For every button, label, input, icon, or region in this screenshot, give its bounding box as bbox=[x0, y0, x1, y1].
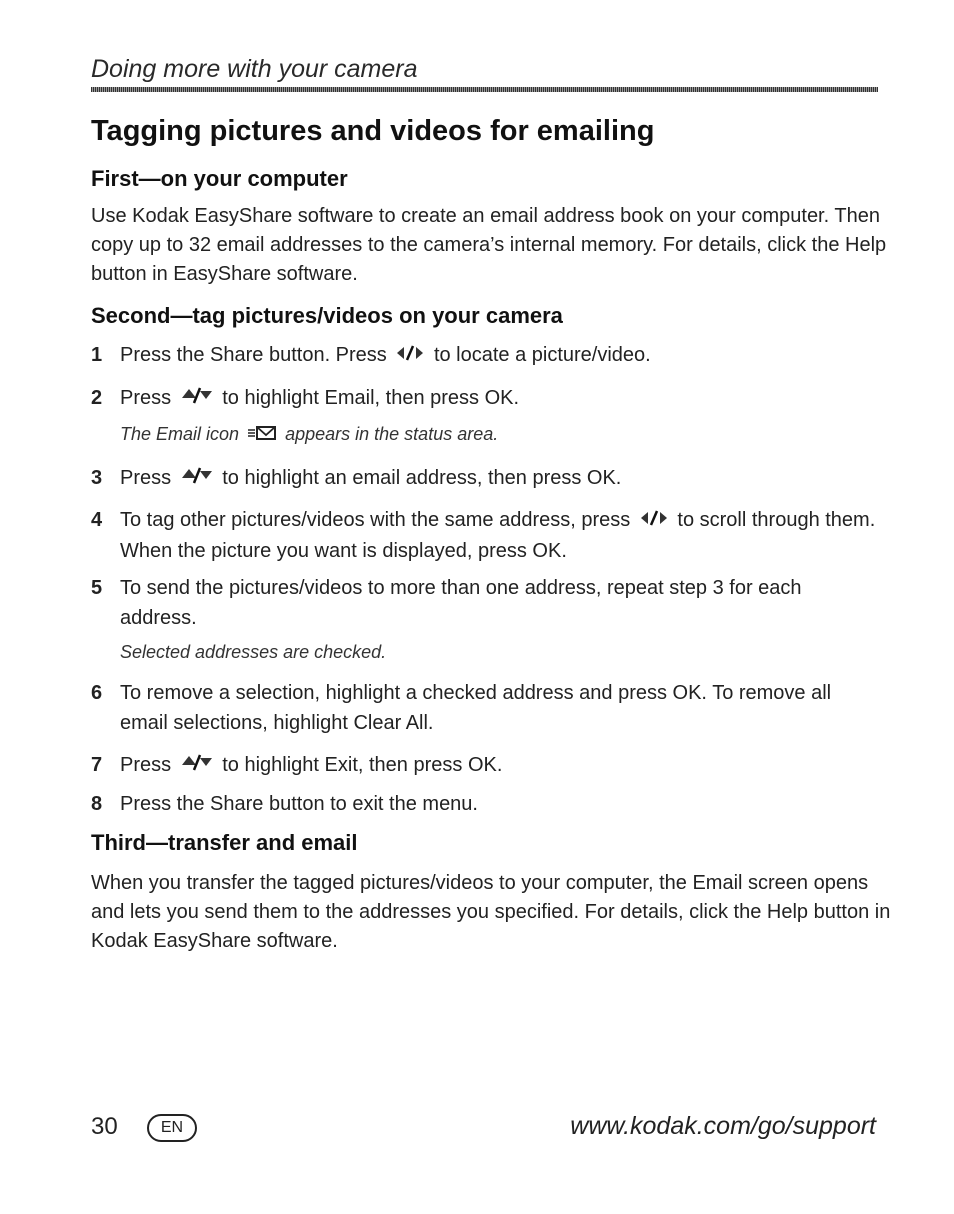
step-number: 7 bbox=[91, 754, 103, 776]
support-url: www.kodak.com/go/support bbox=[570, 1112, 876, 1140]
step-text: To tag other pictures/videos with the same address, press to scroll through them. When the picture you want is displayed, press OK. bbox=[120, 505, 880, 566]
up-down-arrows-icon bbox=[180, 384, 214, 414]
step-text: To send the pictures/videos to more than one address, repeat step 3 for each address. bbox=[120, 577, 802, 629]
step-2-note: The Email icon appears in the status area. bbox=[120, 424, 499, 444]
language-badge: EN bbox=[147, 1114, 197, 1142]
third-body: When you transfer the tagged pictures/videos to your computer, the Email screen opens and lets you send them to the addresses you specified. For details, click the Help button in Kodak EasyShare software. bbox=[91, 872, 891, 952]
up-down-arrows-icon bbox=[180, 464, 214, 494]
page-number: 30 bbox=[91, 1113, 118, 1140]
step-number: 2 bbox=[91, 387, 103, 409]
first-body: Use Kodak EasyShare software to create an email address book on your computer. Then copy up to 32 email addresses to the camera’s internal memory. For details, click the Help button in EasyShare software. bbox=[91, 205, 887, 285]
step-text: Press the Share button. Press to locate a picture/video. bbox=[120, 340, 880, 371]
step-number: 8 bbox=[91, 793, 103, 815]
step-text: Press to highlight Email, then press OK. bbox=[120, 383, 880, 414]
step-text: Press the Share button to exit the menu. bbox=[120, 793, 478, 815]
step-number: 5 bbox=[91, 577, 103, 599]
step-text: To remove a selection, highlight a checked address and press OK. To remove all email selections, highlight Clear All. bbox=[120, 682, 832, 734]
step-text: Press to highlight an email address, then press OK. bbox=[120, 463, 880, 494]
heading-first: First—on your computer bbox=[91, 166, 348, 191]
left-right-arrows-icon bbox=[639, 506, 669, 536]
header-divider bbox=[91, 87, 878, 92]
step-number: 3 bbox=[91, 467, 103, 489]
heading-third: Third—transfer and email bbox=[91, 830, 358, 855]
page-title: Tagging pictures and videos for emailing bbox=[91, 115, 655, 147]
step-number: 1 bbox=[91, 344, 103, 366]
step-number: 4 bbox=[91, 509, 103, 531]
heading-second: Second—tag pictures/videos on your camera bbox=[91, 303, 563, 328]
step-number: 6 bbox=[91, 682, 103, 704]
step-5-note: Selected addresses are checked. bbox=[120, 642, 387, 662]
header-section-title: Doing more with your camera bbox=[91, 55, 418, 83]
up-down-arrows-icon bbox=[180, 751, 214, 781]
step-text: Press to highlight Exit, then press OK. bbox=[120, 750, 880, 781]
left-right-arrows-icon bbox=[395, 341, 425, 371]
email-icon bbox=[247, 425, 277, 446]
